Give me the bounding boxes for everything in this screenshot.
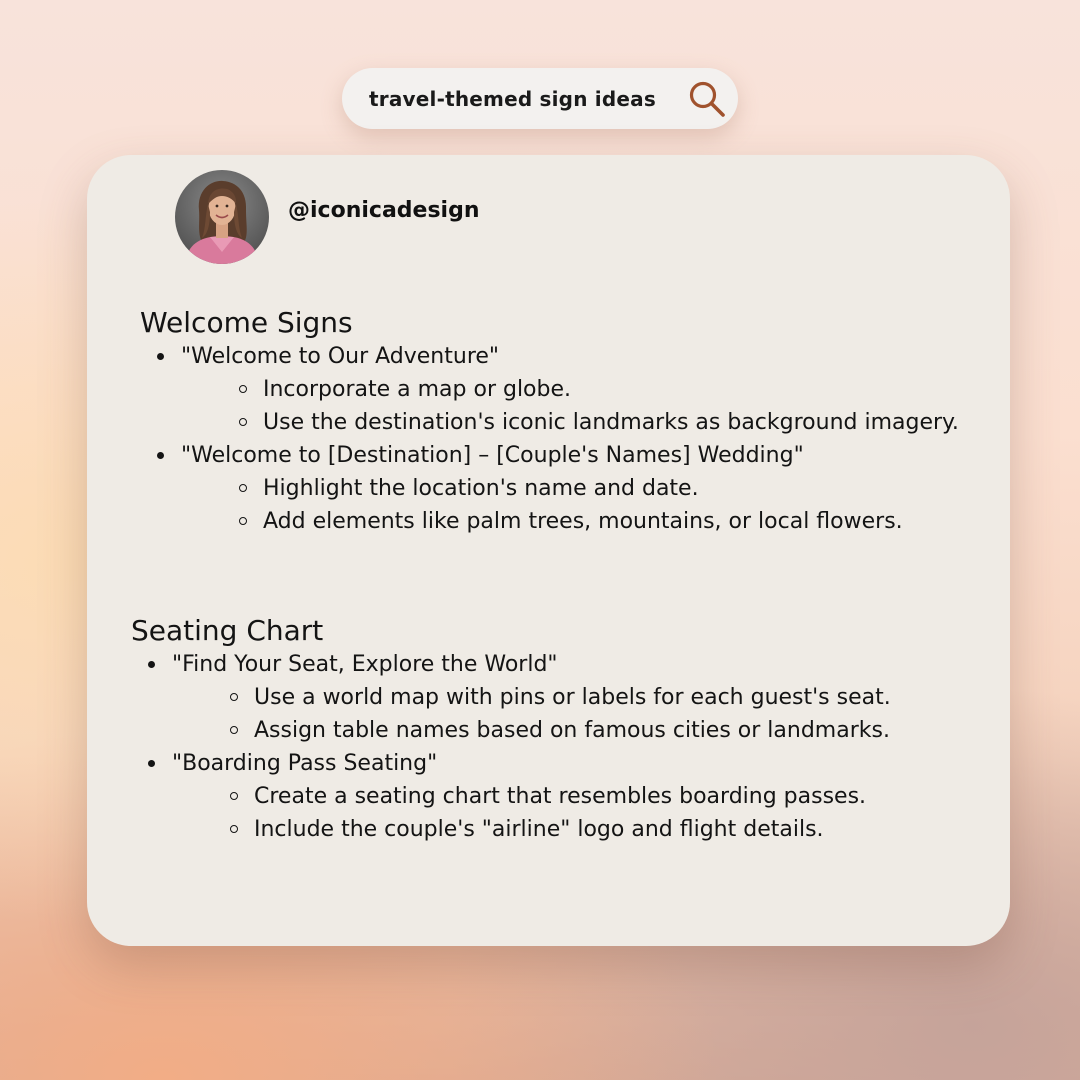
section-welcome-signs: [140, 306, 959, 538]
search-icon[interactable]: [688, 80, 726, 118]
post-card: [87, 155, 1010, 946]
list-item: [131, 648, 891, 747]
search-bar[interactable]: [342, 68, 738, 129]
list-item-label: "Find Your Seat, Explore the World": [172, 652, 558, 677]
section-title: Seating Chart: [131, 614, 324, 647]
profile-handle[interactable]: @iconicadesign: [288, 198, 480, 223]
sub-list: [172, 780, 891, 846]
sub-list-item: Add elements like palm trees, mountains, or local flowers.: [181, 505, 959, 538]
section-title: Welcome Signs: [140, 306, 353, 339]
sub-list: [181, 472, 959, 538]
sub-list-item: Include the couple's "airline" logo and flight details.: [172, 813, 891, 846]
bullet-list: [140, 340, 959, 538]
avatar[interactable]: [175, 170, 269, 264]
section-seating-chart: [131, 614, 891, 846]
list-item: [140, 340, 959, 439]
sub-list-item: Assign table names based on famous cities or landmarks.: [172, 714, 891, 747]
profile-photo-icon: [175, 170, 269, 264]
search-query-text[interactable]: travel-themed sign ideas: [369, 86, 656, 111]
sub-list-item: Highlight the location's name and date.: [181, 472, 959, 505]
list-item-label: "Welcome to Our Adventure": [181, 344, 500, 369]
list-item-label: "Welcome to [Destination] – [Couple's Names] Wedding": [181, 443, 804, 468]
list-item: [140, 439, 959, 538]
list-item-label: "Boarding Pass Seating": [172, 751, 438, 776]
bullet-list: [131, 648, 891, 846]
sub-list-item: Incorporate a map or globe.: [181, 373, 959, 406]
sub-list: [181, 373, 959, 439]
sub-list-item: Use the destination's iconic landmarks as background imagery.: [181, 406, 959, 439]
sub-list-item: Create a seating chart that resembles boarding passes.: [172, 780, 891, 813]
list-item: [131, 747, 891, 846]
sub-list-item: Use a world map with pins or labels for each guest's seat.: [172, 681, 891, 714]
sub-list: [172, 681, 891, 747]
